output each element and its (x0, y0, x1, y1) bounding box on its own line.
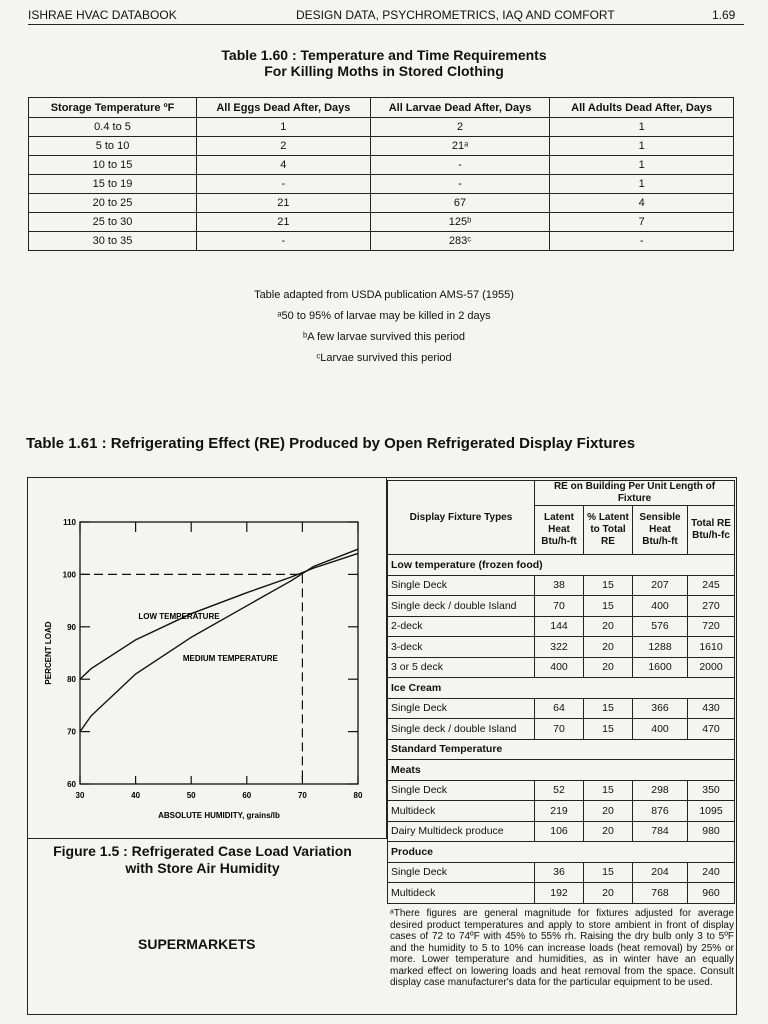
fixture-label: Single Deck (388, 780, 535, 801)
table-cell: 15 (584, 596, 633, 617)
table-cell: 20 (584, 616, 633, 637)
table-cell: 15 (584, 862, 633, 883)
table-cell: 322 (535, 637, 584, 658)
table-row (29, 156, 734, 175)
category-row (388, 555, 735, 576)
table-160-notes (0, 285, 768, 369)
table-cell: 960 (688, 883, 735, 904)
table-note: ᵇA few larvae survived this period (303, 331, 465, 343)
table-cell: 15 (584, 780, 633, 801)
table-cell: 15 (584, 719, 633, 740)
group-header: RE on Building Per Unit Length of Fixture (535, 481, 735, 506)
col-latent: Latent Heat Btu/h-ft (535, 506, 584, 555)
x-tick-label: 60 (242, 791, 252, 800)
y-axis-label: PERCENT LOAD (44, 621, 53, 685)
table-cell: 4 (550, 194, 734, 213)
y-tick-label: 110 (63, 518, 76, 527)
y-tick-label: 90 (67, 622, 76, 632)
table-cell: 219 (535, 801, 584, 822)
table-row (29, 232, 734, 251)
x-axis-label: ABSOLUTE HUMIDITY, grains/lb (158, 811, 280, 820)
x-tick-label: 80 (353, 791, 363, 800)
table-cell: 192 (535, 883, 584, 904)
x-tick-label: 40 (131, 791, 141, 800)
table-cell: 980 (688, 821, 735, 842)
category-label: Standard Temperature (388, 739, 735, 760)
table-cell: 298 (633, 780, 688, 801)
header-center: DESIGN DATA, PSYCHROMETRICS, IAQ AND COMFORT (296, 8, 615, 22)
table-cell: 10 to 15 (29, 156, 197, 175)
table-cell: 36 (535, 862, 584, 883)
figure-caption (30, 843, 375, 877)
series-line-medium-temperature (80, 549, 358, 731)
category-label: Meats (388, 760, 735, 781)
table-cell: 245 (688, 575, 735, 596)
table-cell: 20 to 25 (29, 194, 197, 213)
table-cell: 1 (197, 118, 371, 137)
table-cell: 1 (550, 175, 734, 194)
table-row (388, 616, 735, 637)
table-cell: 2 (370, 118, 550, 137)
table-cell: 21 (197, 194, 371, 213)
table-row (29, 118, 734, 137)
table-cell: - (370, 156, 550, 175)
x-tick-label: 30 (75, 791, 85, 800)
table-cell: - (370, 175, 550, 194)
table-cell: 7 (550, 213, 734, 232)
table-160-title (0, 47, 768, 79)
fixture-label: Single Deck (388, 698, 535, 719)
table-cell: 38 (535, 575, 584, 596)
moth-col-header: All Adults Dead After, Days (550, 98, 734, 118)
table-cell: 1 (550, 156, 734, 175)
fixture-label: Single Deck (388, 575, 535, 596)
table-161-group-row (388, 481, 735, 506)
category-row (388, 760, 735, 781)
table-cell: 720 (688, 616, 735, 637)
moth-col-header: Storage Temperature ºF (29, 98, 197, 118)
y-tick-label: 100 (62, 570, 76, 580)
table-cell: 430 (688, 698, 735, 719)
table-cell: 470 (688, 719, 735, 740)
fixture-label: Single deck / double Island (388, 719, 535, 740)
table-cell: 15 (584, 698, 633, 719)
table-cell: 4 (197, 156, 371, 175)
header-left: ISHRAE HVAC DATABOOK (28, 8, 177, 22)
table-161-note: ᵃThere figures are general magnitude for fixtures adjusted for average desired product temperatures and apply to store ambient in front of display cases of 72 to 74ºF with 45% to 55% rh. Raising the dry bulb only 3 to 5ºF and the humidity to 5 to 10% can increase loads (heat removal) by 25% or more. Lower temperature and humidities, as in winter have an equally marked effect on lowering loads and heat removal from the space. Consult display case manufacturer's data for the particular equipment to be used. (390, 908, 734, 988)
table-cell: 21 (197, 213, 371, 232)
table-161-title: Table 1.61 : Refrigerating Effect (RE) Produced by Open Refrigerated Display Fixtures (26, 435, 636, 452)
table-cell: 784 (633, 821, 688, 842)
table-160 (28, 97, 734, 251)
fixture-label: 3 or 5 deck (388, 657, 535, 678)
table-160-title-line1: Table 1.60 : Temperature and Time Requirements (221, 47, 547, 63)
table-row (388, 883, 735, 904)
table-cell: 283ᶜ (370, 232, 550, 251)
table-cell: 20 (584, 637, 633, 658)
table-cell: 106 (535, 821, 584, 842)
fixture-label: 3-deck (388, 637, 535, 658)
table-cell: 270 (688, 596, 735, 617)
category-label: Produce (388, 842, 735, 863)
fixture-label: Single Deck (388, 862, 535, 883)
table-cell: 1 (550, 137, 734, 156)
table-note: ᵃ50 to 95% of larvae may be killed in 2 days (277, 310, 491, 322)
table-cell: 20 (584, 821, 633, 842)
table-cell: 30 to 35 (29, 232, 197, 251)
category-label: Ice Cream (388, 678, 735, 699)
col-sensible: Sensible Heat Btu/h-ft (633, 506, 688, 555)
table-cell: 1095 (688, 801, 735, 822)
page-number: 1.69 (712, 8, 736, 22)
table-cell: 2 (197, 137, 371, 156)
table-cell: 1 (550, 118, 734, 137)
fixture-label: 2-deck (388, 616, 535, 637)
table-row (29, 213, 734, 232)
table-row (29, 175, 734, 194)
table-cell: 20 (584, 883, 633, 904)
table-cell: - (550, 232, 734, 251)
table-cell: 1600 (633, 657, 688, 678)
table-row (388, 801, 735, 822)
fixture-label: Multideck (388, 801, 535, 822)
table-cell: 400 (535, 657, 584, 678)
table-cell: 204 (633, 862, 688, 883)
table-160-title-line2: For Killing Moths in Stored Clothing (264, 63, 504, 79)
table-row (29, 137, 734, 156)
table-cell: 15 (584, 575, 633, 596)
col-pct-latent: % Latent to Total RE (584, 506, 633, 555)
table-row (388, 637, 735, 658)
table-row (388, 657, 735, 678)
table-row (388, 719, 735, 740)
table-cell: 876 (633, 801, 688, 822)
category-label: Low temperature (frozen food) (388, 555, 735, 576)
table-cell: 20 (584, 657, 633, 678)
table-cell: 5 to 10 (29, 137, 197, 156)
table-160-body (29, 118, 734, 251)
table-cell: 400 (633, 596, 688, 617)
table-cell: 207 (633, 575, 688, 596)
figure-caption-line2: with Store Air Humidity (125, 860, 280, 876)
table-cell: 768 (633, 883, 688, 904)
table-cell: - (197, 232, 371, 251)
category-row (388, 842, 735, 863)
table-cell: 64 (535, 698, 584, 719)
header-rule (28, 24, 744, 25)
fixture-label: Dairy Multideck produce (388, 821, 535, 842)
table-note: Table adapted from USDA publication AMS-57 (1955) (254, 289, 514, 301)
table-161 (387, 480, 735, 904)
series-annotation: MEDIUM TEMPERATURE (182, 653, 278, 663)
table-cell: 21ᵃ (370, 137, 550, 156)
table-cell: 20 (584, 801, 633, 822)
moth-col-header: All Eggs Dead After, Days (197, 98, 371, 118)
table-row (29, 194, 734, 213)
table-cell: 125ᵇ (370, 213, 550, 232)
table-row (388, 821, 735, 842)
table-161-body (388, 555, 735, 904)
table-row (388, 575, 735, 596)
supermarkets-label: SUPERMARKETS (138, 936, 256, 952)
chart (28, 478, 386, 838)
y-tick-label: 80 (67, 675, 76, 685)
y-tick-label: 70 (67, 727, 76, 737)
fixture-label: Single deck / double Island (388, 596, 535, 617)
table-cell: 70 (535, 719, 584, 740)
x-tick-label: 50 (186, 791, 196, 800)
table-row (388, 780, 735, 801)
table-row (388, 698, 735, 719)
x-tick-label: 70 (297, 791, 307, 800)
table-cell: 400 (633, 719, 688, 740)
table-cell: 350 (688, 780, 735, 801)
table-cell: 1288 (633, 637, 688, 658)
table-cell: 70 (535, 596, 584, 617)
table-cell: 15 to 19 (29, 175, 197, 194)
table-cell: 2000 (688, 657, 735, 678)
category-row (388, 678, 735, 699)
table-160-header-row (29, 98, 734, 118)
figure-box (27, 477, 387, 839)
moth-col-header: All Larvae Dead After, Days (370, 98, 550, 118)
table-cell: 144 (535, 616, 584, 637)
table-cell: 67 (370, 194, 550, 213)
table-note: ᶜLarvae survived this period (316, 352, 452, 364)
figure-caption-line1: Figure 1.5 : Refrigerated Case Load Variation (53, 843, 352, 859)
table-cell: - (197, 175, 371, 194)
table-cell: 0.4 to 5 (29, 118, 197, 137)
table-cell: 25 to 30 (29, 213, 197, 232)
fixture-label: Multideck (388, 883, 535, 904)
table-cell: 1610 (688, 637, 735, 658)
table-cell: 52 (535, 780, 584, 801)
table-row (388, 596, 735, 617)
col-total-re: Total RE Btu/h-fc (688, 506, 735, 555)
table-cell: 366 (633, 698, 688, 719)
table-cell: 576 (633, 616, 688, 637)
table-row (388, 862, 735, 883)
table-cell: 240 (688, 862, 735, 883)
category-row (388, 739, 735, 760)
series-annotation: LOW TEMPERATURE (138, 611, 220, 621)
col-fixture-types: Display Fixture Types (388, 481, 535, 555)
y-tick-label: 60 (67, 780, 76, 789)
